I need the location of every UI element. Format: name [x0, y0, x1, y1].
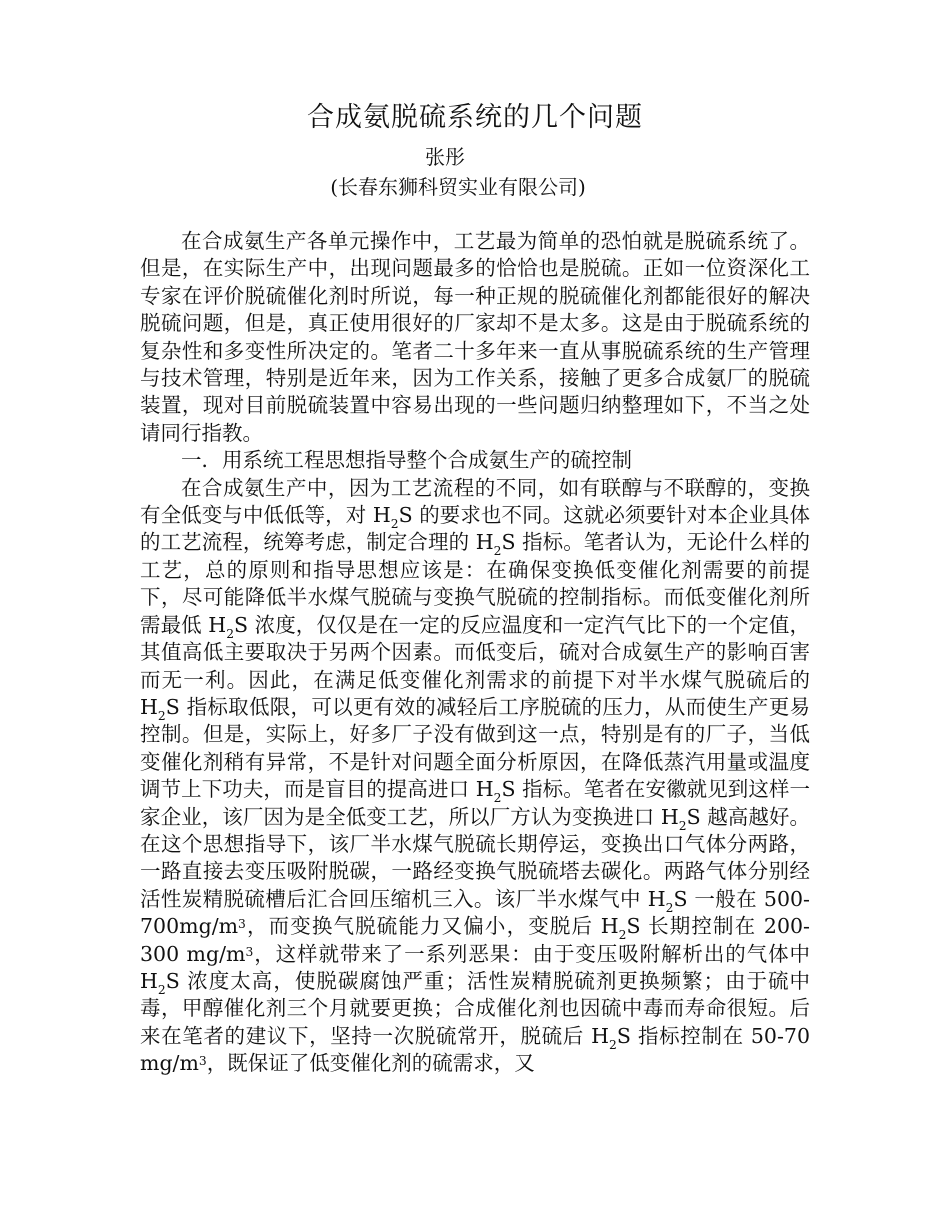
text-run: ，这样就带来了一系列恶果：由于变压吸附解析出的气体中 H: [140, 941, 810, 993]
superscript: 3: [198, 1054, 207, 1069]
subscript: 2: [678, 818, 687, 833]
text-run: 在合成氨生产中，因为工艺流程的不同，如有联醇与不联醇的，变换有全低变与中低低等，对 H: [140, 475, 810, 528]
subscript: 2: [157, 709, 166, 724]
superscript: 3: [245, 944, 254, 959]
subscript: 2: [157, 983, 166, 998]
subscript: 2: [493, 791, 502, 806]
text-run: S 浓度，仅仅是在一定的反应温度和一定汽气比下的一个定值，其值高低主要取决于另两个因素。而低变后，硫对合成氨生产的影响百害而无一利。因此，在满足低变催化剂需求的前提下对半水煤气脱硫后的 H: [140, 612, 810, 719]
body-text: [140, 228, 810, 1078]
text-run: S 指标控制在 50-70 mg/m: [140, 1023, 810, 1076]
subscript: 2: [226, 626, 235, 641]
author-affiliation: (长春东狮科贸实业有限公司): [330, 175, 586, 199]
text-run: S 长期控制在 200-300 mg/m: [140, 914, 810, 966]
text-run: S 指标。笔者在安徽就见到这样一家企业，该厂因为是全低变工艺，所以厂方认为变换进口 H: [140, 777, 810, 829]
text-run: S 指标。笔者认为，无论什么样的工艺，总的原则和指导思想应该是：在确保变换低变催化剂需要的前提下，尽可能降低半水煤气脱硫与变换气脱硫的控制指标。而低变催化剂所需最低 H: [140, 530, 810, 637]
subscript: 2: [493, 544, 502, 559]
text-run: S 一般在 500-700mg/m: [140, 886, 810, 939]
subscript: 2: [665, 900, 674, 915]
page-title: 合成氨脱硫系统的几个问题: [307, 102, 643, 133]
intro-paragraph: 在合成氨生产各单元操作中，工艺最为简单的恐怕就是脱硫系统了。但是，在实际生产中，出现问题最多的恰恰也是脱硫。正如一位资深化工专家在评价脱硫催化剂时所说，每一种正规的脱硫催化剂都能很好的解决脱硫问题，但是，真正使用很好的厂家却不是太多。这是由于脱硫系统的复杂性和多变性所决定的。笔者二十多年来一直从事脱硫系统的生产管理与技术管理，特别是近年来，因为工作关系，接触了更多合成氨厂的脱硫装置，现对目前脱硫装置中容易出现的一些问题归纳整理如下，不当之处请同行指教。: [140, 229, 810, 445]
subscript: 2: [390, 517, 399, 532]
section-heading: 一．用系统工程思想指导整个合成氨生产的硫控制: [181, 448, 632, 473]
subscript: 2: [618, 928, 627, 943]
text-run: S 越高越好。在这个思想指导下，该厂半水煤气脱硫长期停运，变换出口气体分两路，一路直接去变压吸附脱碳，一路经变换气脱硫塔去碳化。两路气体分别经活性炭精脱硫槽后汇合回压缩机三入。该厂半水煤气中 H: [140, 804, 810, 911]
section-1-paragraph: [140, 475, 810, 1078]
text-run: ，既保证了低变催化剂的硫需求，又: [206, 1051, 535, 1076]
text-run: S 指标取低限，可以更有效的减轻后工序脱硫的压力，从而使生产更易控制。但是，实际上，好多厂子没有做到这一点，特别是有的厂子，当低变催化剂稍有异常，不是针对问题全面分析原因，在降低蒸汽用量或温度调节上下功夫，而是盲目的提高进口 H: [140, 694, 810, 802]
text-run: S 浓度太高，使脱碳腐蚀严重；活性炭精脱硫剂更换频繁；由于硫中毒，甲醇催化剂三个月就要更换；合成催化剂也因硫中毒而寿命很短。后来在笔者的建议下，坚持一次脱硫常开，脱硫后 H: [140, 968, 810, 1048]
subscript: 2: [609, 1037, 617, 1052]
text-run: ，而变换气脱硫能力又偏小，变脱后 H: [245, 914, 619, 939]
author-name: 张彤: [425, 145, 465, 169]
superscript: 3: [238, 917, 246, 932]
text-run: S 的要求也不同。这就必须要针对本企业具体的工艺流程，统筹考虑，制定合理的 H: [140, 503, 810, 555]
